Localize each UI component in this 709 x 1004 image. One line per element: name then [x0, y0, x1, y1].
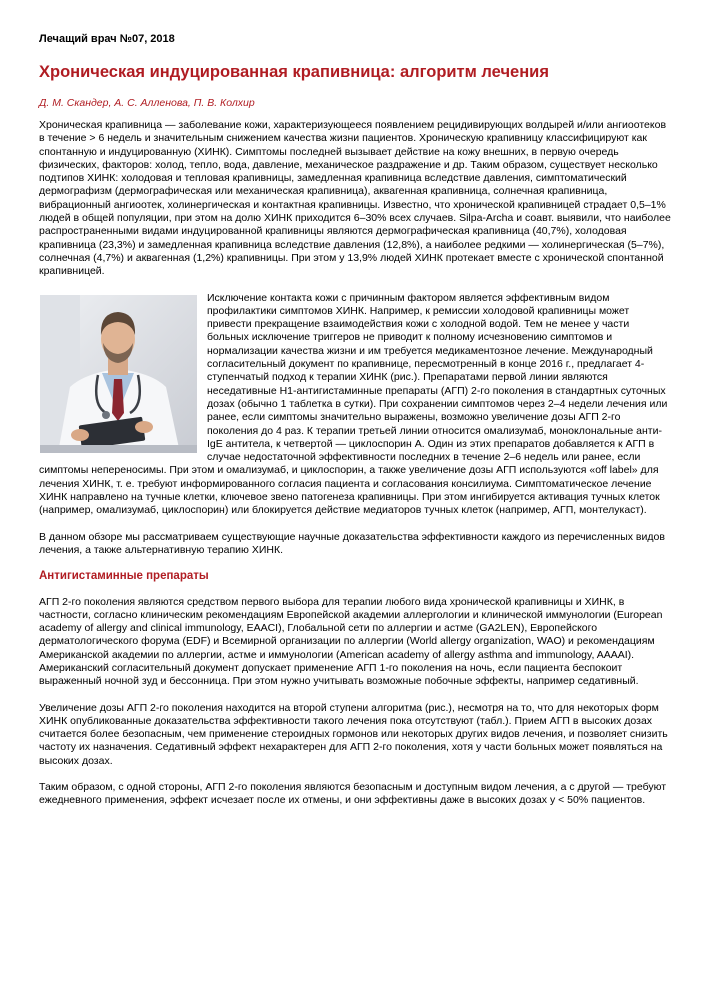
section-paragraph: Увеличение дозы АГП 2-го поколения находится на второй ступени алгоритма (рис.), несмотря на то, что для некоторых форм ХИНК опубликованные доказательства эффективности такого лечения пока отсутствуют (табл.). Прием АГП в высоких дозах считается более безопасным, чем применение стероидных гормонов или некоторых других видов лечения, и позволяет снизить частоту их назначения. Седативный эффект нехарактерен для АГП 2-го поколения, хотя у части больных может появляться на высоких дозах. [39, 701, 668, 767]
article-body [39, 119, 671, 821]
article-authors: Д. М. Скандер, А. С. Алленова, П. В. Колхир [39, 97, 255, 109]
section-paragraph: Таким образом, с одной стороны, АГП 2-го поколения являются безопасным и доступным видом лечения, а с другой — требуют ежедневного применения, эффект исчезает после их отмены, и они эффективны даже в высоких дозах у < 50% пациентов. [39, 781, 667, 807]
article-title: Хроническая индуцированная крапивница: алгоритм лечения [39, 63, 549, 81]
section-title-antihistamines: Антигистаминные препараты [39, 570, 209, 583]
doctor-photo [40, 295, 197, 453]
review-paragraph: В данном обзоре мы рассматриваем существующие научные доказательства эффективности каждого из перечисленных видов лечения, а также альтернативную терапию ХИНК. [39, 530, 665, 556]
journal-header: Лечащий врач №07, 2018 [39, 33, 175, 45]
doctor-illustration-icon [40, 295, 197, 453]
treatment-paragraph: Исключение контакта кожи с причинным фактором является эффективным видом профилактики симптомов ХИНК. Например, к ремиссии холодовой крапивницы может привести прекращение взаимодействия кожи с холодной водой. Тем не менее у части больных исключение триггеров не приводит к полному исчезновению симптомов и нормализации качества жизни и им требуется медикаментозное лечение. Международный согласительный документ по крапивнице, пересмотренный в конце 2016 г., предлагает 4-ступенчатый подход к терапии ХИНК (рис.). Препаратами первой линии являются неседативные Н1-антигистаминные препараты (АГП) 2-го поколения в стандартных суточных дозах (обычно 1 таблетка в сутки). При сохранении симптомов через 2–4 недели лечения или ранее, если симптомы значительно выражены, возможно увеличение дозы АГП 2-го поколения до 4 раз. К терапии третьей линии относится омализумаб, моноклональные анти-IgE антитела, к четвертой — циклоспорин А. Один из этих препаратов добавляется к АГП в случае недостаточной эффективности последних в течение 2–6 недель или ранее, если симптомы непереносимы. При этом и омализумаб, и циклоспорин, а также увеличение дозы АГП используются «off label» для лечения ХИНК, т. е. требуют информированного согласия пациента и согласования консилиума. Симптоматическое лечение ХИНК направлено на тучные клетки, ключевое звено патогенеза крапивницы. При этом ингибируется активация тучных клеток (например, омализумаб, циклоспорин) или блокируется действие медиаторов тучных клеток (например, АГП, монтелукаст). [39, 291, 668, 517]
intro-paragraph: Хроническая крапивница — заболевание кожи, характеризующееся появлением рецидивирующих волдырей и/или ангиоотеков в течение > 6 недель и значительным снижением качества жизни пациентов. Хроническую крапивницу классифицируют как спонтанную и индуцированную (ХИНК). Симптомы последней вызывает действие на кожу внешних, в первую очередь физических, факторов: холод, тепло, вода, давление, механическое раздражение и др. Таким образом, существует несколько подтипов ХИНК: холодовая и тепловая крапивницы, замедленная крапивница вследствие давления, симптоматический дермографизм (дермографическая или механическая крапивница), аквагенная крапивница, солнечная крапивница, вибрационный ангиоотек, холинергическая и контактная крапивницы. Известно, что хронической крапивницей страдает 0,5–1% людей в общей популяции, при этом на долю ХИНК приходится 6–30% всех случаев. Silpa-Archa и соавт. выявили, что наиболее распространенными видами индуцированной крапивницы являются дермографическая крапивница (40,7%), холодовая крапивница (23,3%) и замедленная крапивница вследствие давления (12,8%), а наиболее редкими — холинергическая (5–7%), солнечная (4,7%) и аквагенная (1,2%) крапивницы. При этом у 13,9% людей ХИНК протекает вместе с хронической спонтанной крапивницей. [39, 119, 671, 278]
section-paragraph: АГП 2-го поколения являются средством первого выбора для терапии любого вида хронической крапивницы и ХИНК, в частности, согласно клиническим рекомендациям Европейской академии аллергологии и клинической иммунологии (European academy of allergy and clinical immunology, EAACI), Глобальной сети по аллергии и астме (GA2LEN), Европейского дерматологического форума (EDF) и Всемирной организации по аллергии (World allergy organization, WAO) и рекомендациям Американской академии по аллергии, астме и иммунологии (American academy of allergy asthma and immunology, AAAAI). Американский согласительный документ допускает применение АГП 1-го поколения на ночь, если пациента беспокоит выраженный ночной зуд и бессонница. При этом нужно учитывать возможные побочные эффекты, например седативный. [39, 595, 663, 688]
